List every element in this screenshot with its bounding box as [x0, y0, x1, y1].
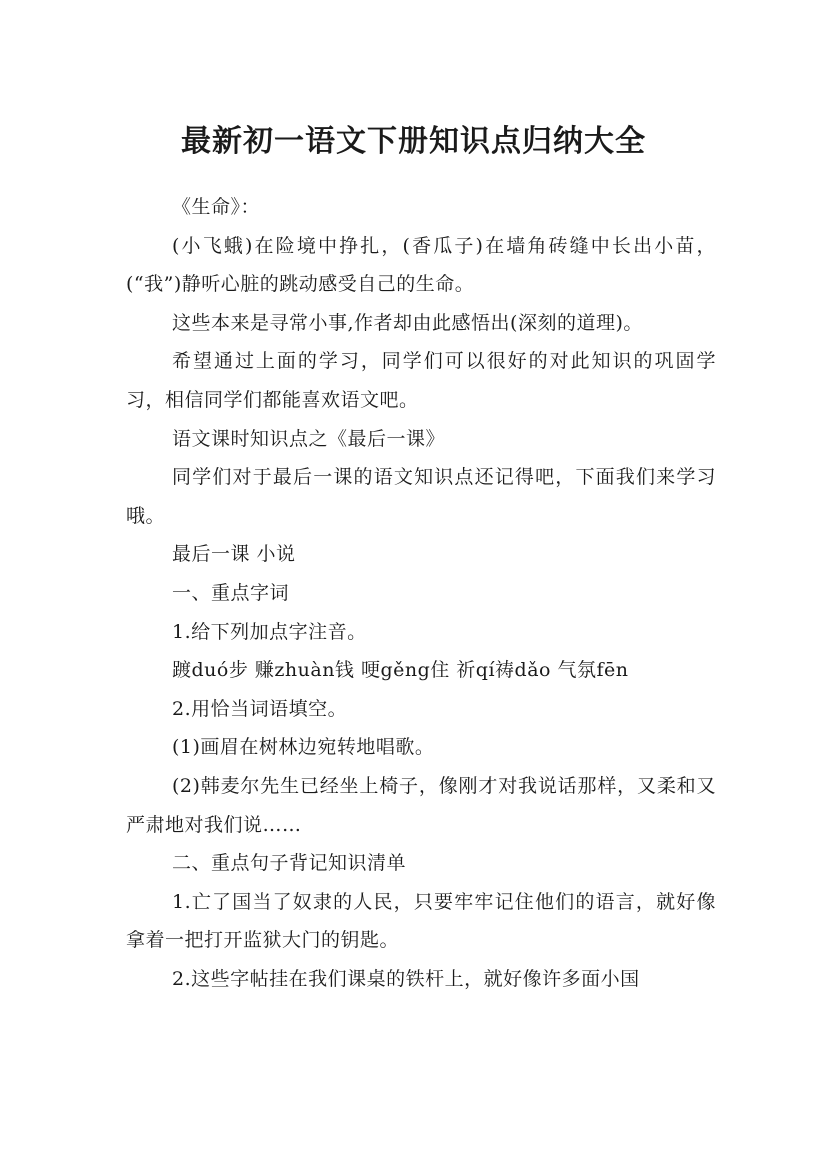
paragraph-genre: 最后一课 小说 [172, 543, 296, 566]
paragraph-lesson-intro: 同学们对于最后一课的语文知识点还记得吧，下面我们来学习哦。 [126, 466, 716, 527]
exercise-fill-item-1: (1)画眉在树林边宛转地唱歌。 [172, 736, 435, 759]
paragraph-lesson-heading: 语文课时知识点之《最后一课》 [172, 427, 446, 450]
exercise-fill-instruction: 2.用恰当词语填空。 [172, 697, 348, 720]
document-body [126, 188, 716, 998]
section-heading-key-words: 一、重点字词 [172, 581, 290, 604]
paragraph-encouragement: 希望通过上面的学习，同学们可以很好的对此知识的巩固学习，相信同学们都能喜欢语文吧。 [126, 350, 716, 411]
document-title: 最新初一语文下册知识点归纳大全 [181, 124, 646, 160]
paragraph-shengming-summary: (小飞蛾)在险境中挣扎，(香瓜子)在墙角砖缝中长出小苗，(“我”)静听心脏的跳动感受自己的生命。 [126, 234, 716, 296]
key-sentence-1: 1.亡了国当了奴隶的人民，只要牢牢记住他们的语言，就好像拿着一把打开监狱大门的钥匙。 [126, 890, 716, 952]
section-heading-key-sentences: 二、重点句子背记知识清单 [172, 852, 407, 875]
exercise-pinyin-instruction: 1.给下列加点字注音。 [172, 620, 367, 643]
paragraph-shengming-heading: 《生命》： [172, 196, 261, 218]
paragraph-shengming-insight: 这些本来是寻常小事,作者却由此感悟出(深刻的道理)。 [172, 311, 643, 334]
exercise-pinyin-items: 踱duó步 赚zhuàn钱 哽gěng住 祈qí祷dǎo 气氛fēn [172, 659, 629, 682]
exercise-fill-item-2: (2)韩麦尔先生已经坐上椅子，像刚才对我说话那样，又柔和又严肃地对我们说…… [126, 774, 716, 836]
key-sentence-2: 2.这些字帖挂在我们课桌的铁杆上，就好像许多面小国 [172, 967, 640, 990]
